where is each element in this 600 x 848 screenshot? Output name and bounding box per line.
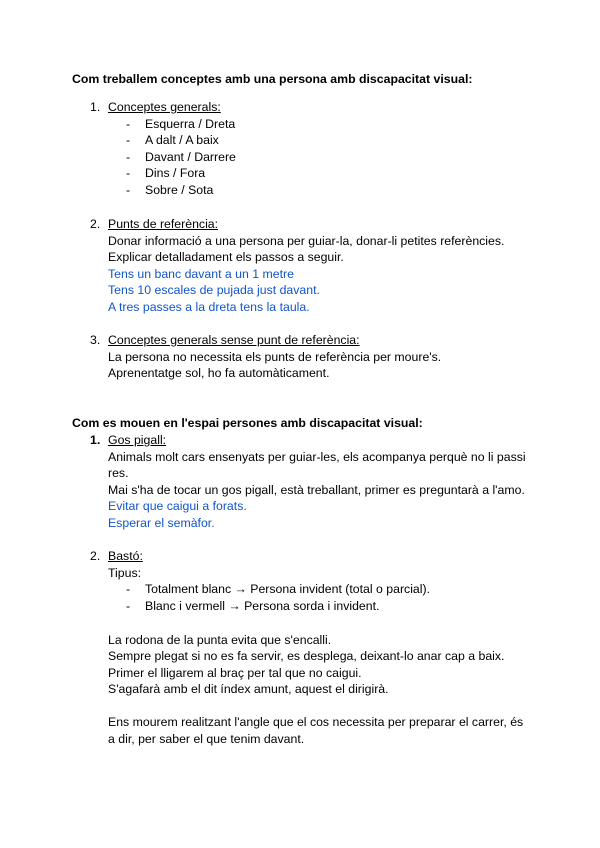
bullet-item: Totalment blanc → Persona invident (total o parcial). — [145, 582, 431, 596]
item-title-conceptes-generals: Conceptes generals: — [108, 100, 221, 114]
body-line: Aprenentatge sol, ho fa automàticament. — [108, 366, 330, 380]
item-number: 2. — [90, 217, 101, 231]
body-line: La rodona de la punta evita que s'encalli. — [108, 633, 332, 647]
body-line: La persona no necessita els punts de referència per moure's. — [108, 350, 442, 364]
bullet-dash: - — [126, 183, 131, 197]
example-line: Esperar el semàfor. — [108, 516, 215, 530]
example-line: Evitar que caigui a forats. — [108, 499, 247, 513]
body-line: a dir, per saber el que tenim davant. — [108, 732, 305, 746]
item-title-punts-referencia: Punts de referència: — [108, 217, 219, 231]
bullet-item: Dins / Fora — [145, 166, 206, 180]
bullet-item: Davant / Darrere — [145, 150, 236, 164]
bullet-item: Sobre / Sota — [145, 183, 214, 197]
body-line: Tipus: — [108, 566, 142, 580]
body-line: Explicar detalladament els passos a seguir. — [108, 250, 344, 264]
bullet-item: Esquerra / Dreta — [145, 117, 236, 131]
section-2-heading: Com es mouen en l'espai persones amb discapacitat visual: — [72, 416, 423, 430]
item-number: 3. — [90, 333, 101, 347]
example-line: A tres passes a la dreta tens la taula. — [108, 300, 310, 314]
item-number: 1. — [90, 433, 101, 447]
body-line: res. — [108, 466, 129, 480]
item-number: 1. — [90, 100, 101, 114]
bullet-dash: - — [126, 150, 131, 164]
body-line: Mai s'ha de tocar un gos pigall, està treballant, primer es preguntarà a l'amo. — [108, 483, 525, 497]
body-line: Donar informació a una persona per guiar-la, donar-li petites referències. — [108, 234, 505, 248]
section-1-heading: Com treballem conceptes amb una persona amb discapacitat visual: — [72, 72, 473, 86]
body-line: Ens mourem realitzant l'angle que el cos necessita per preparar el carrer, és — [108, 715, 524, 729]
body-line: S'agafarà amb el dit índex amunt, aquest el dirigirà. — [108, 682, 389, 696]
bullet-dash: - — [126, 599, 131, 613]
bullet-dash: - — [126, 166, 131, 180]
bullet-dash: - — [126, 117, 131, 131]
item-title-basto: Bastó: — [108, 549, 143, 563]
item-number: 2. — [90, 549, 101, 563]
body-line: Animals molt cars ensenyats per guiar-les, els acompanya perquè no li passi — [108, 450, 526, 464]
example-line: Tens 10 escales de pujada just davant. — [108, 283, 320, 297]
bullet-item: A dalt / A baix — [145, 133, 219, 147]
item-title-gos-pigall: Gos pigall: — [108, 433, 167, 447]
bullet-dash: - — [126, 133, 131, 147]
item-title-sense-referencia: Conceptes generals sense punt de referència: — [108, 333, 360, 347]
body-line: Sempre plegat si no es fa servir, es desplega, deixant-lo anar cap a baix. — [108, 649, 505, 663]
bullet-dash: - — [126, 582, 131, 596]
example-line: Tens un banc davant a un 1 metre — [108, 267, 294, 281]
body-line: Primer el lligarem al braç per tal que no caigui. — [108, 666, 362, 680]
bullet-item: Blanc i vermell → Persona sorda i invident. — [145, 599, 380, 613]
